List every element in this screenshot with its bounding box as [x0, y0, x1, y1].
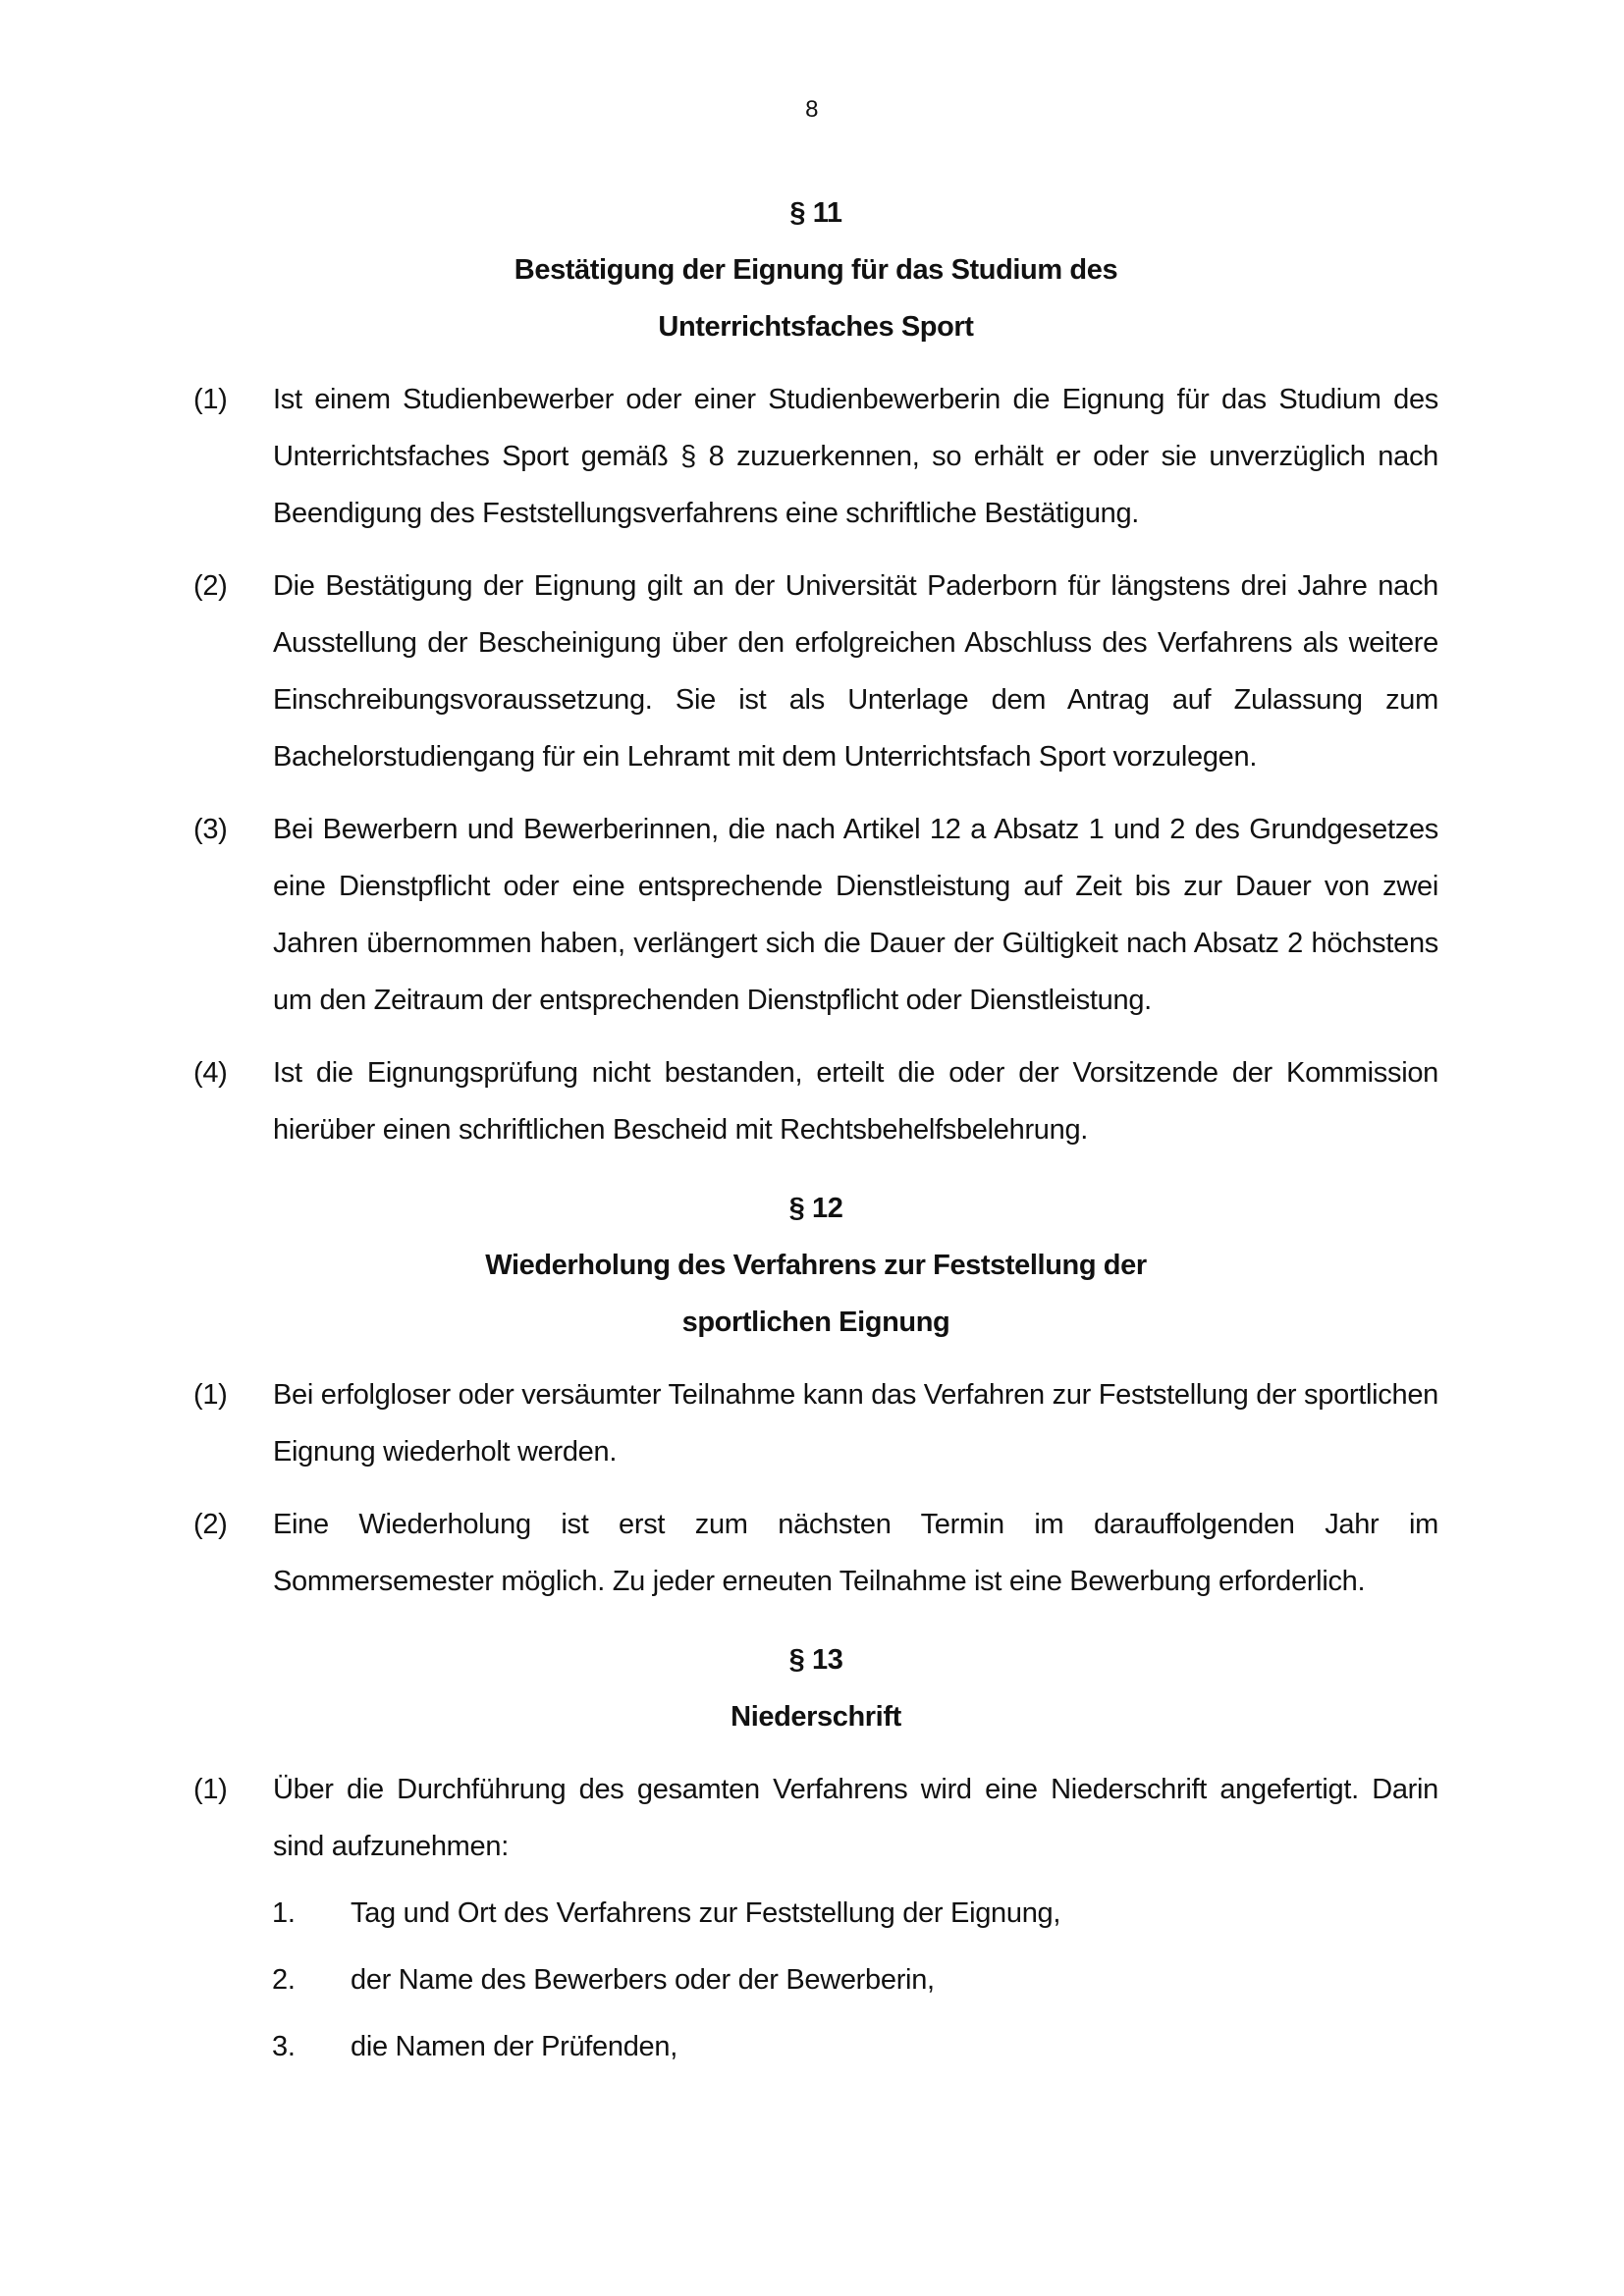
paragraph: [193, 1761, 1438, 1875]
paragraph-number: (2): [193, 570, 228, 602]
section-title-line: sportlichen Eignung: [681, 1307, 950, 1338]
paragraph: [193, 1044, 1438, 1158]
list-item: [193, 1885, 1438, 1942]
paragraph-number: (2): [193, 1509, 228, 1540]
paragraph-text: Bei Bewerbern und Bewerberinnen, die nach Artikel 12 a Absatz 1 und 2 des Grundgesetzes eine Dienstpflicht oder eine entsprechende Dienstleistung auf Zeit bis zur Dauer von zwei Jahren übernommen haben, verlängert sich die Dauer der Gültigkeit nach Absatz 2 höchstens um den Zeitraum der entsprechenden Dienstpflicht oder Dienstleistung.: [273, 814, 1438, 1016]
document-body: [193, 185, 1438, 2075]
list-item: [193, 2018, 1438, 2075]
paragraph-number: (1): [193, 384, 228, 415]
list-item-number: 2.: [272, 1964, 296, 1996]
numbered-list: [193, 1885, 1438, 2075]
section-title-line: Unterrichtsfaches Sport: [658, 311, 974, 343]
section-12: [193, 1180, 1438, 1610]
paragraph-number: (4): [193, 1057, 228, 1089]
section-heading: [193, 1631, 1438, 1745]
list-item: [193, 1951, 1438, 2008]
section-title-line: Wiederholung des Verfahrens zur Feststellung der: [485, 1250, 1147, 1281]
page-number: 8: [805, 96, 819, 123]
paragraph-text: Ist die Eignungsprüfung nicht bestanden, erteilt die oder der Vorsitzende der Kommission hierüber einen schriftlichen Bescheid mit Rechtsbehelfsbelehrung.: [273, 1057, 1438, 1146]
paragraph-number: (1): [193, 1774, 228, 1805]
paragraph-number: (3): [193, 814, 228, 845]
section-13: [193, 1631, 1438, 2075]
list-item-text: der Name des Bewerbers oder der Bewerberin,: [351, 1964, 935, 1996]
paragraph: [193, 1366, 1438, 1480]
paragraph: [193, 558, 1438, 785]
section-number: § 11: [789, 197, 842, 229]
paragraph: [193, 371, 1438, 542]
section-title-line: Bestätigung der Eignung für das Studium des: [514, 254, 1118, 286]
section-11: [193, 185, 1438, 1158]
section-heading: [193, 185, 1438, 355]
paragraph-text: Die Bestätigung der Eignung gilt an der Universität Paderborn für längstens drei Jahre nach Ausstellung der Bescheinigung über den erfolgreichen Abschluss des Verfahrens als weitere Einschreibungsvoraussetzung. Sie ist als Unterlage dem Antrag auf Zulassung zum Bachelorstudiengang für ein Lehramt mit dem Unterrichtsfach Sport vorzulegen.: [273, 570, 1438, 773]
list-item-number: 1.: [272, 1897, 296, 1929]
section-number: § 12: [788, 1193, 843, 1224]
section-number: § 13: [788, 1644, 843, 1676]
list-item-number: 3.: [272, 2031, 296, 2062]
paragraph-text: Bei erfolgloser oder versäumter Teilnahme kann das Verfahren zur Feststellung der sportlichen Eignung wiederholt werden.: [273, 1379, 1438, 1468]
paragraph-text: Ist einem Studienbewerber oder einer Studienbewerberin die Eignung für das Studium des Unterrichtsfaches Sport gemäß § 8 zuzuerkennen, so erhält er oder sie unverzüglich nach Beendigung des Feststellungsverfahrens eine schriftliche Bestätigung.: [273, 384, 1438, 529]
paragraph-text: Über die Durchführung des gesamten Verfahrens wird eine Niederschrift angefertigt. Darin sind aufzunehmen:: [273, 1774, 1438, 1862]
paragraph: [193, 801, 1438, 1029]
list-item-text: die Namen der Prüfenden,: [351, 2031, 677, 2062]
paragraph-number: (1): [193, 1379, 228, 1411]
paragraph: [193, 1496, 1438, 1610]
list-item-text: Tag und Ort des Verfahrens zur Feststellung der Eignung,: [351, 1897, 1061, 1929]
section-heading: [193, 1180, 1438, 1351]
paragraph-text: Eine Wiederholung ist erst zum nächsten Termin im darauffolgenden Jahr im Sommersemester möglich. Zu jeder erneuten Teilnahme ist eine Bewerbung erforderlich.: [273, 1509, 1438, 1597]
section-title-line: Niederschrift: [731, 1701, 901, 1733]
